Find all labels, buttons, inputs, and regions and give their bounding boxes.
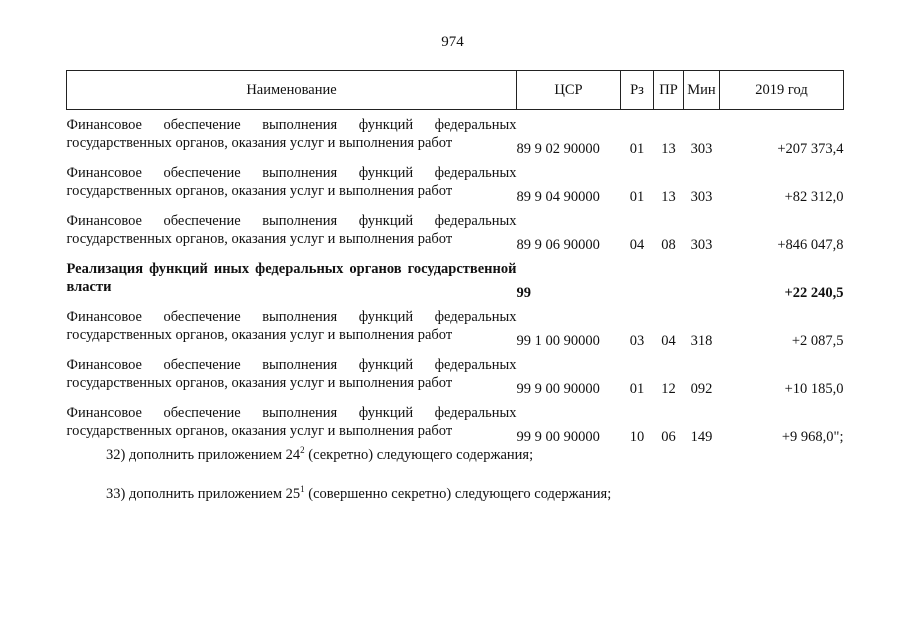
row-rz: 01 [629,381,645,397]
row-rz: 04 [629,237,645,253]
row-pr: 08 [661,237,676,253]
table-row [67,254,844,302]
header-csr: ЦСР [517,71,621,110]
row-rz: 01 [629,189,645,205]
row-min: 303 [690,237,713,253]
table-row [67,302,844,350]
row-min: 303 [690,141,713,157]
row-csr: 99 1 00 90000 [516,333,600,349]
row-name: Финансовое обеспечение выполнения функций федеральных государственных органов, оказания услуг и выполнения работ [66,357,517,391]
paragraph-text: (совершенно секретно) следующего содержания; [304,486,612,502]
row-csr: 89 9 04 90000 [516,189,600,205]
table-header-row [67,71,844,110]
row-csr: 99 [516,285,531,301]
row-amount: +82 312,0 [784,189,844,205]
header-year: 2019 год [720,71,844,110]
row-csr: 99 9 00 90000 [516,429,600,445]
amendment-paragraph-32 [106,447,533,464]
row-rz: 01 [629,141,645,157]
row-pr: 06 [661,429,676,445]
row-csr: 99 9 00 90000 [516,381,600,397]
row-name: Реализация функций иных федеральных органов государственной власти [66,261,517,295]
row-amount: +846 047,8 [777,237,844,253]
row-min: 092 [690,381,713,397]
header-rz: Рз [621,71,654,110]
row-min: 149 [690,429,713,445]
row-name: Финансовое обеспечение выполнения функций федеральных государственных органов, оказания услуг и выполнения работ [66,165,517,199]
header-min: Мин [684,71,720,110]
row-min: 318 [690,333,713,349]
paragraph-superscript: 1 [300,484,305,495]
row-rz: 10 [629,429,645,445]
row-pr: 04 [661,333,676,349]
row-name: Финансовое обеспечение выполнения функций федеральных государственных органов, оказания услуг и выполнения работ [66,405,517,439]
header-pr: ПР [654,71,684,110]
row-pr: 13 [661,189,676,205]
row-pr: 13 [661,141,676,157]
paragraph-text: 33) дополнить приложением 25 [106,486,301,502]
row-name: Финансовое обеспечение выполнения функций федеральных государственных органов, оказания услуг и выполнения работ [66,117,517,151]
row-amount: +22 240,5 [784,285,844,301]
paragraph-text: (секретно) следующего содержания; [304,447,534,463]
row-amount: +10 185,0 [784,381,844,397]
table-row [67,350,844,398]
row-rz: 03 [629,333,645,349]
header-name: Наименование [67,71,517,110]
row-rz [621,254,654,302]
row-amount: +207 373,4 [777,141,844,157]
paragraph-text: 32) дополнить приложением 24 [106,447,301,463]
budget-table [66,70,844,446]
paragraph-superscript: 2 [300,445,305,456]
row-pr: 12 [661,381,676,397]
row-csr: 89 9 06 90000 [516,237,600,253]
row-csr: 89 9 02 90000 [516,141,600,157]
table-row [67,110,844,159]
row-amount: +2 087,5 [791,333,844,349]
row-pr [654,254,684,302]
row-name: Финансовое обеспечение выполнения функций федеральных государственных органов, оказания услуг и выполнения работ [66,213,517,247]
row-min: 303 [690,189,713,205]
row-amount: +9 968,0"; [781,429,844,445]
table-row [67,398,844,446]
table-row [67,206,844,254]
row-min [684,254,720,302]
page-number: 974 [441,34,464,50]
row-name: Финансовое обеспечение выполнения функций федеральных государственных органов, оказания услуг и выполнения работ [66,309,517,343]
amendment-paragraph-33 [106,486,611,503]
table-row [67,158,844,206]
